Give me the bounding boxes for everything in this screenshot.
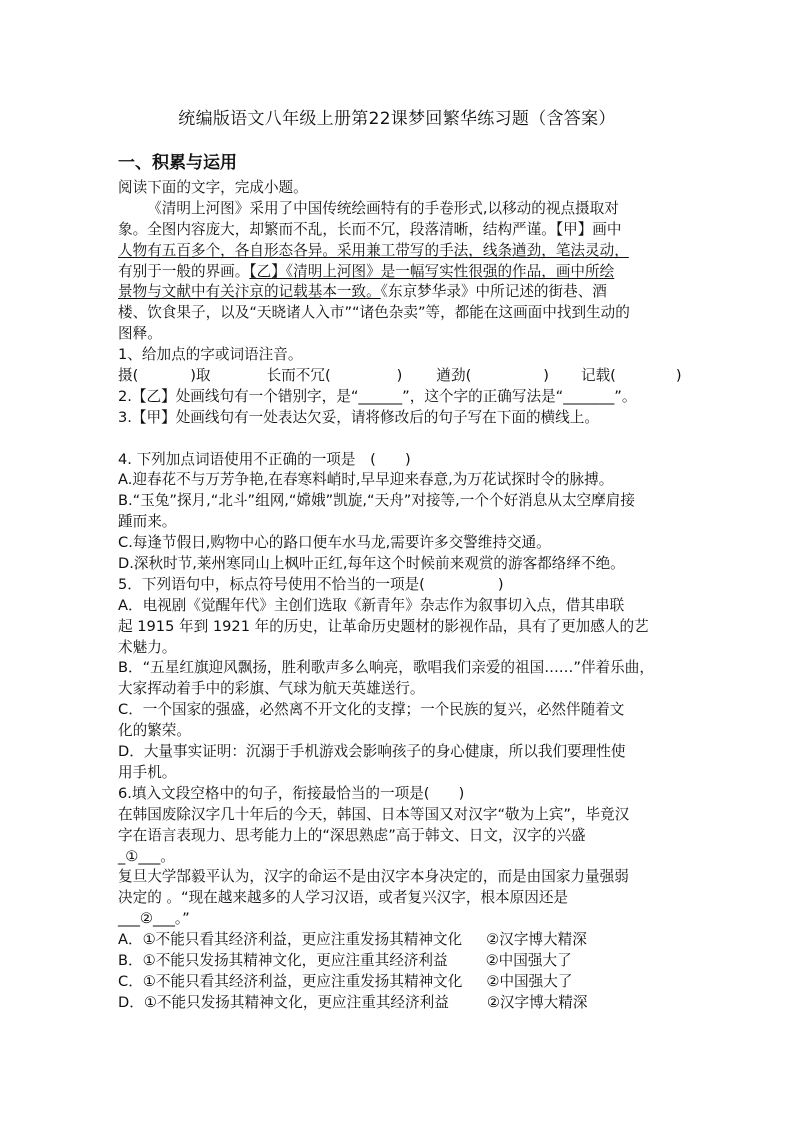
- option-part-2: ②汉字博大精深: [486, 931, 587, 949]
- passage-text: 有别于一般的界画。: [118, 262, 250, 280]
- option-part-1: ①不能只看其经济利益，更应注重发扬其精神文化: [142, 931, 463, 949]
- q6-blank-1: _①___。: [118, 847, 175, 865]
- passage-line: [118, 282, 678, 303]
- option-label: D．: [118, 993, 144, 1011]
- option-c: C.每逢节假日,购物中心的路口便车水马龙,需要许多交警维持交通。: [118, 534, 551, 552]
- option-d-cont: 用手机。: [118, 763, 177, 781]
- option-part-1: ①不能只看其经济利益，更应注重发扬其精神文化: [142, 972, 463, 990]
- section-heading: 一、积累与运用: [118, 153, 237, 173]
- option-part-2: ②中国强大了: [485, 951, 572, 969]
- question-5-stem: 5．下列语句中，标点符号使用不恰当的一项是( ): [118, 575, 504, 593]
- option-part-2: ②中国强大了: [486, 972, 573, 990]
- q6-passage-line: 决定的 。“现在越来越多的人学习汉语，或者复兴汉字，根本原因还是: [118, 889, 569, 907]
- pinyin-item: ): [675, 367, 682, 385]
- passage-line: 图释。: [118, 325, 162, 343]
- passage-line: [118, 262, 678, 283]
- option-d: D.深秋时节,莱州寒同山上枫叶正红,每年这个时候前来观赏的游客都络绎不绝。: [118, 555, 625, 573]
- question-1-blanks: [118, 366, 682, 387]
- q6-passage-line: 字在语言表现力、思考能力上的“深思熟虑”高于韩文、日文，汉字的兴盛: [118, 826, 586, 844]
- q6-option-c: [118, 972, 678, 993]
- option-c-cont: 化的繁荣。: [118, 722, 191, 740]
- option-b-cont: 大家挥动着手中的彩旗、气球为航天英雄送行。: [118, 680, 425, 698]
- option-a-cont: 起 1915 年到 1921 年的历史，让革命历史题材的影视作品，具有了更加感人的艺: [118, 617, 649, 635]
- q6-passage-line: 在韩国废除汉字几十年后的今天，韩国、日本等国又对汉字“敬为上宾”，毕竟汉: [118, 805, 630, 823]
- option-c: C．一个国家的强盛，必然离不开文化的支撑；一个民族的复兴，必然伴随着文: [118, 701, 625, 719]
- instruction: 阅读下面的文字，完成小题。: [118, 179, 308, 196]
- passage-line: 象。全图内容庞大，却繁而不乱，长而不冗，段落清晰，结构严谨。【甲】画中: [118, 220, 622, 238]
- q6-option-d: [118, 993, 678, 1014]
- option-part-1: ①不能只发扬其精神文化，更应注重其经济利益: [142, 951, 448, 969]
- passage-line: 《清明上河图》采用了中国传统绘画特有的手卷形式,以移动的视点摄取对: [147, 199, 619, 217]
- pinyin-item: 摄(: [118, 367, 139, 385]
- document-title: 统编版语文八年级上册第22课梦回繁华练习题（含答案）: [178, 109, 616, 129]
- question-2: 2.【乙】处画线句有一个错别字，是“______”，这个字的正确写法是“_______”。: [118, 387, 637, 405]
- option-label: C．: [118, 972, 143, 990]
- document-body: [118, 178, 682, 1014]
- option-label: B．: [118, 951, 143, 969]
- option-b: B．“五星红旗迎风飘扬，胜利歌声多么响亮，歌唱我们亲爱的祖国……”伴着乐曲，: [118, 659, 654, 677]
- option-label: A．: [118, 931, 143, 949]
- option-b: B.“玉兔”探月,“北斗”组网,“嫦娥”凯旋,“天舟”对接等,一个个好消息从太空摩肩接: [118, 492, 635, 510]
- option-part-1: ①不能只发扬其精神文化，更应注重其经济利益: [143, 993, 449, 1011]
- question-4-stem: 4. 下列加点词语使用不正确的一项是 ( ): [118, 450, 411, 468]
- option-a: A.迎春花不与万芳争艳,在春寒料峭时,早早迎来春意,为万花试探时令的脉搏。: [118, 471, 614, 489]
- question-6-stem: 6.填入文段空格中的句子，衔接最恰当的一项是( ): [118, 784, 465, 802]
- passage-line: 楼、饮食果子，以及“天晓诸人入市”“诸色杂卖”等，都能在这画面中找到生动的: [118, 304, 630, 322]
- passage-underlined-text: 【乙】《清明上河图》是一幅写实性很强的作品，画中所绘: [249, 262, 615, 280]
- option-a-cont: 术魅力。: [118, 638, 177, 656]
- pinyin-item: ): [543, 367, 549, 385]
- q6-blank-2: ___②___。”: [118, 910, 190, 928]
- pinyin-item: ): [396, 367, 403, 385]
- q6-option-b: [118, 951, 678, 972]
- question-3: 3.【甲】处画线句有一处表达欠妥，请将修改后的句子写在下面的横线上。: [118, 408, 599, 426]
- option-b-cont: 踵而来。: [118, 513, 177, 531]
- option-a: A．电视剧《觉醒年代》主创们选取《新青年》杂志作为叙事切入点，借其串联: [118, 596, 625, 614]
- q6-passage-line: 复旦大学郜毅平认为，汉字的命运不是由汉字本身决定的，而是由国家力量强弱: [118, 868, 629, 886]
- passage-line-underlined: 人物有五百多个，各自形态各异。采用兼工带写的手法，线条遒劲，笔法灵动，: [118, 241, 629, 259]
- reading-passage: [118, 199, 678, 345]
- passage-text: 《东京梦华录》中所记述的街巷、酒: [380, 283, 607, 301]
- q6-option-a: [118, 930, 678, 951]
- pinyin-item: )取: [190, 367, 211, 385]
- passage-underlined-text: 景物与文献中有关汴京的记载基本一致。: [118, 283, 381, 301]
- pinyin-item: 记载(: [580, 367, 616, 385]
- question-1-stem: 1、给加点的字或词语注音。: [118, 346, 303, 364]
- option-d: D．大量事实证明：沉溺于手机游戏会影响孩子的身心健康，所以我们要理性使: [118, 743, 626, 761]
- option-part-2: ②汉字博大精深: [486, 993, 588, 1011]
- pinyin-item: 长而不冗(: [266, 367, 331, 385]
- pinyin-item: 遒劲(: [436, 367, 472, 385]
